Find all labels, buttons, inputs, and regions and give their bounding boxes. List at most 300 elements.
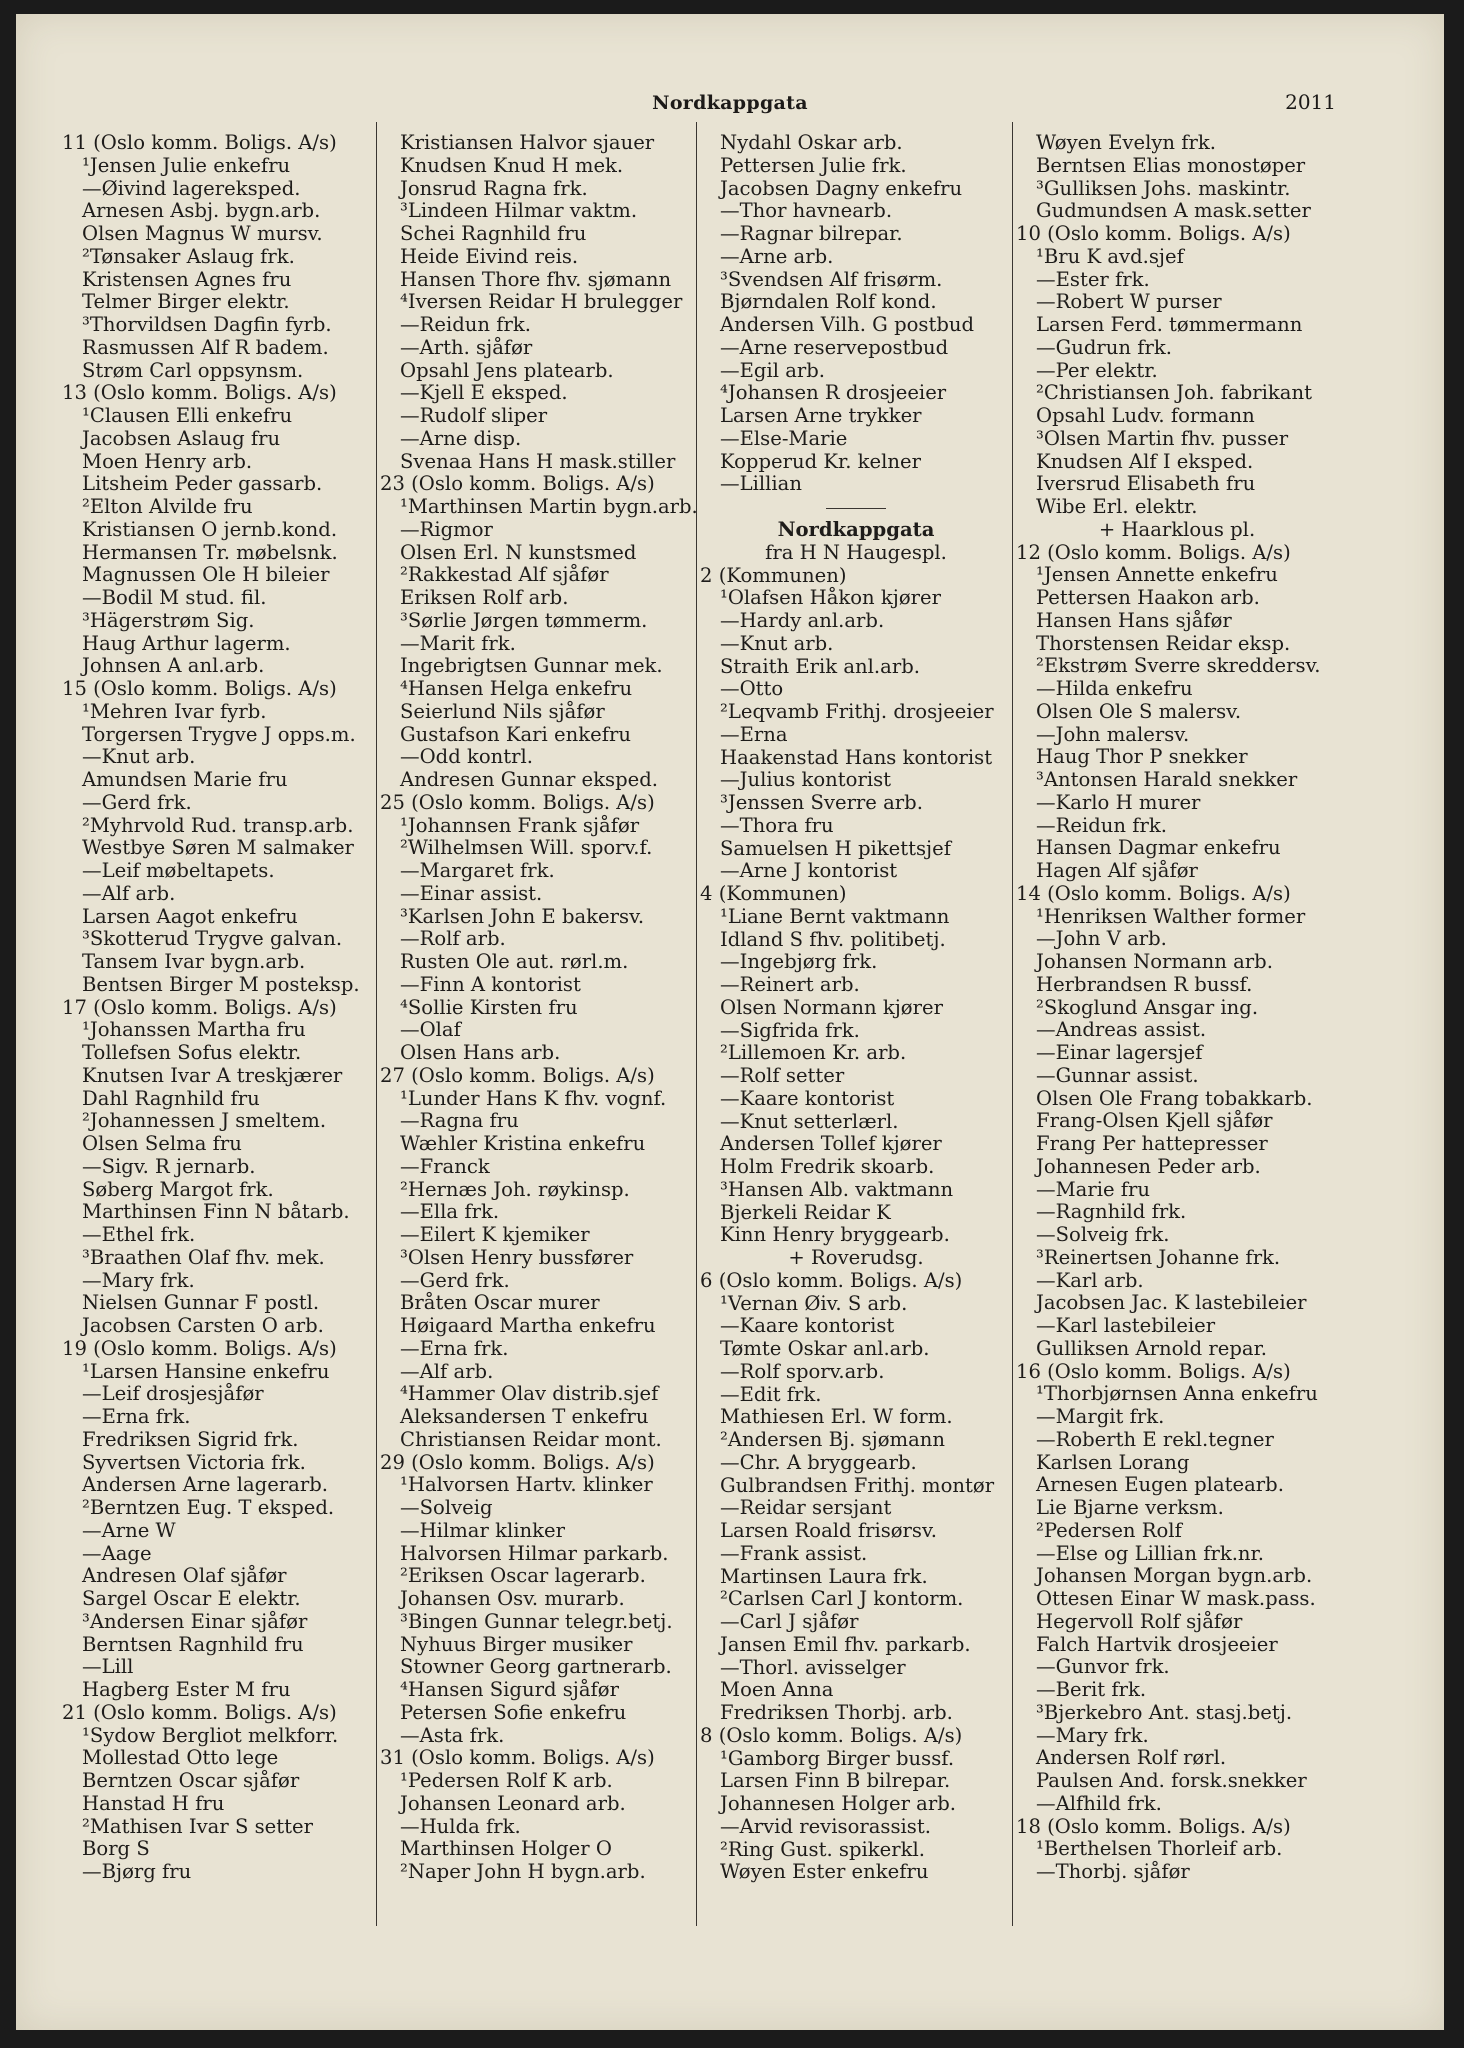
address-heading: 16 (Oslo komm. Boligs. A/s) — [1016, 1359, 1291, 1383]
resident-entry: Dahl Ragnhild fru — [82, 1086, 260, 1110]
resident-entry: Olsen Ole Frang tobakkarb. — [1036, 1086, 1313, 1110]
resident-entry: —Leif drosjesjåfør — [82, 1382, 264, 1406]
resident-entry: Bjerkeli Reidar K — [720, 1200, 891, 1224]
resident-entry: Olsen Erl. N kunstsmed — [400, 540, 637, 564]
resident-entry: Jacobsen Dagny enkefru — [720, 176, 963, 200]
resident-entry: —Ella frk. — [400, 1200, 500, 1224]
resident-entry: Frang-Olsen Kjell sjåfør — [1036, 1109, 1273, 1133]
resident-entry: ¹Lunder Hans K fhv. vognf. — [400, 1086, 667, 1110]
resident-entry: ³Antonsen Harald snekker — [1036, 768, 1298, 791]
resident-entry: Gulliksen Arnold repar. — [1036, 1336, 1268, 1360]
resident-entry: Jonsrud Ragna frk. — [400, 176, 588, 200]
resident-entry: ³Karlsen John E bakersv. — [400, 904, 645, 928]
page-title: Nordkappgata — [652, 92, 808, 114]
resident-entry: Moen Anna — [720, 1678, 834, 1702]
resident-entry: —Reidun frk. — [1036, 813, 1167, 837]
address-heading: 11 (Oslo komm. Boligs. A/s) — [62, 131, 337, 154]
resident-entry: —Aage — [82, 1541, 152, 1565]
resident-entry: ¹Vernan Øiv. S arb. — [720, 1291, 908, 1315]
resident-entry: Bjørndalen Rolf kond. — [720, 290, 937, 314]
resident-entry: Andersen Rolf rørl. — [1036, 1746, 1227, 1770]
resident-entry: Arnesen Asbj. bygn.arb. — [82, 199, 321, 223]
address-heading: 23 (Oslo komm. Boligs. A/s) — [380, 472, 655, 496]
resident-entry: Herbrandsen R bussf. — [1036, 972, 1253, 996]
resident-entry: Marthinsen Holger O — [400, 1837, 612, 1861]
resident-entry: Magnussen Ole H bileier — [82, 563, 330, 587]
resident-entry: Nielsen Gunnar F postl. — [82, 1291, 320, 1315]
resident-entry: Larsen Ferd. tømmermann — [1036, 313, 1303, 336]
address-heading: 6 (Oslo komm. Boligs. A/s) — [700, 1268, 963, 1292]
resident-entry: ²Pedersen Rolf — [1036, 1518, 1182, 1542]
resident-entry: —Edit frk. — [720, 1382, 822, 1406]
resident-entry: —Bjørg fru — [82, 1860, 192, 1883]
resident-entry: —Arvid revisorassist. — [720, 1814, 931, 1838]
resident-entry: Høigaard Martha enkefru — [400, 1314, 656, 1337]
resident-entry: —Knut arb. — [720, 631, 834, 655]
resident-entry: Jacobsen Jac. K lastebileier — [1036, 1291, 1307, 1315]
resident-entry: ¹Johanssen Martha fru — [82, 1018, 306, 1042]
resident-entry: —Karlo H murer — [1036, 790, 1201, 814]
street-heading: fra H N Haugespl. — [765, 540, 947, 564]
resident-entry: ⁴Johansen R drosjeeier — [720, 381, 947, 405]
resident-entry: Andersen Tollef kjører — [720, 1132, 942, 1156]
address-heading: 17 (Oslo komm. Boligs. A/s) — [62, 995, 337, 1019]
resident-entry: Andresen Olaf sjåfør — [82, 1564, 287, 1588]
resident-entry: Johansen Normann arb. — [1036, 950, 1273, 973]
resident-entry: —Frank assist. — [720, 1541, 868, 1565]
resident-entry: Tansem Ivar bygn.arb. — [82, 950, 306, 973]
resident-entry: Paulsen And. forsk.snekker — [1036, 1769, 1307, 1792]
resident-entry: Eriksen Rolf arb. — [400, 586, 569, 609]
resident-entry: Jacobsen Carsten O arb. — [82, 1314, 324, 1337]
resident-entry: —Asta frk. — [400, 1723, 505, 1747]
resident-entry: ²Skoglund Ansgar ing. — [1036, 995, 1259, 1019]
resident-entry: Telmer Birger elektr. — [82, 290, 290, 314]
resident-entry: Johansen Osv. murarb. — [400, 1587, 625, 1610]
resident-entry: ³Braathen Olaf fhv. mek. — [82, 1245, 325, 1269]
resident-entry: Kinn Henry bryggearb. — [720, 1223, 950, 1247]
resident-entry: —Rolf sporv.arb. — [720, 1359, 885, 1383]
resident-entry: ¹Marthinsen Martin bygn.arb. — [400, 495, 698, 518]
resident-entry: Larsen Arne trykker — [720, 404, 922, 427]
resident-entry: —Arth. sjåfør — [400, 335, 533, 359]
resident-entry: Haug Thor P snekker — [1036, 745, 1248, 769]
resident-entry: ¹Jensen Julie enkefru — [82, 153, 291, 177]
resident-entry: Sargel Oscar E elektr. — [82, 1587, 301, 1610]
resident-entry: Iversrud Elisabeth fru — [1036, 472, 1256, 496]
resident-entry: —Hulda frk. — [400, 1814, 521, 1838]
address-heading: 25 (Oslo komm. Boligs. A/s) — [380, 790, 655, 814]
address-heading: 29 (Oslo komm. Boligs. A/s) — [380, 1450, 655, 1474]
street-heading: + Haarklous pl. — [1098, 517, 1256, 541]
resident-entry: ¹Halvorsen Hartv. klinker — [400, 1473, 653, 1497]
resident-entry: Olsen Ole S malersv. — [1036, 699, 1242, 723]
resident-entry: ³Jenssen Sverre arb. — [720, 791, 923, 814]
resident-entry: Idland S fhv. politibetj. — [720, 927, 946, 951]
resident-entry: —Arne arb. — [720, 244, 834, 268]
resident-entry: ³Hägerstrøm Sig. — [82, 608, 255, 632]
resident-entry: Svenaa Hans H mask.stiller — [400, 449, 676, 473]
resident-entry: —Øivind lagereksped. — [82, 176, 301, 200]
resident-entry: Litsheim Peder gassarb. — [82, 472, 323, 496]
resident-entry: Karlsen Lorang — [1036, 1450, 1190, 1474]
resident-entry: —Gunnar assist. — [1036, 1063, 1199, 1087]
resident-entry: Torgersen Trygve J opps.m. — [82, 722, 356, 746]
resident-entry: ¹Henriksen Walther former — [1036, 904, 1306, 928]
resident-entry: Wøyen Evelyn frk. — [1036, 131, 1216, 154]
resident-entry: —Thorl. avisselger — [720, 1655, 906, 1679]
resident-entry: ⁴Hammer Olav distrib.sjef — [400, 1382, 659, 1406]
resident-entry: Ingebrigtsen Gunnar mek. — [400, 654, 663, 678]
resident-entry: —Gunvor frk. — [1036, 1655, 1170, 1679]
resident-entry: —Gerd frk. — [400, 1268, 510, 1292]
resident-entry: Seierlund Nils sjåfør — [400, 699, 605, 723]
resident-entry: Johansen Morgan bygn.arb. — [1036, 1564, 1313, 1588]
resident-entry: —Mary frk. — [1036, 1723, 1149, 1747]
resident-entry: Wibe Erl. elektr. — [1036, 495, 1198, 518]
resident-entry: ²Johannessen J smeltem. — [82, 1109, 327, 1133]
resident-entry: —Ragna fru — [400, 1109, 519, 1133]
resident-entry: ³Andersen Einar sjåfør — [82, 1609, 308, 1633]
resident-entry: Nyhuus Birger musiker — [400, 1632, 633, 1656]
resident-entry: —Reidar sersjant — [720, 1496, 892, 1520]
resident-entry: —Else-Marie — [720, 426, 848, 450]
address-heading: 4 (Kommunen) — [700, 882, 847, 905]
resident-entry: —Solveig — [400, 1496, 493, 1519]
resident-entry: Thorstensen Reidar eksp. — [1036, 631, 1291, 655]
resident-entry: —Thor havnearb. — [720, 199, 893, 223]
resident-entry: —Gerd frk. — [82, 790, 192, 814]
resident-entry: Johannesen Peder arb. — [1036, 1154, 1261, 1178]
resident-entry: —Kaare kontorist — [720, 1314, 895, 1338]
resident-entry: —Einar lagersjef — [1036, 1041, 1203, 1064]
resident-entry: —Andreas assist. — [1036, 1018, 1207, 1042]
resident-entry: ¹Thorbjørnsen Anna enkefru — [1036, 1382, 1318, 1406]
resident-entry: Strøm Carl oppsynsm. — [82, 358, 304, 382]
resident-entry: —Egil arb. — [720, 358, 826, 382]
resident-entry: Westbye Søren M salmaker — [82, 836, 354, 860]
address-heading: 18 (Oslo komm. Boligs. A/s) — [1016, 1814, 1291, 1838]
resident-entry: Rusten Ole aut. rørl.m. — [400, 950, 629, 973]
resident-entry: Lie Bjarne verksm. — [1036, 1496, 1224, 1519]
resident-entry: ²Elton Alvilde fru — [82, 495, 253, 518]
resident-entry: Frang Per hattepresser — [1036, 1132, 1268, 1155]
resident-entry: Larsen Roald frisørsv. — [720, 1519, 937, 1542]
resident-entry: Opsahl Jens platearb. — [400, 358, 614, 382]
resident-entry: Wæhler Kristina enkefru — [400, 1132, 646, 1155]
resident-entry: ³Olsen Henry bussfører — [400, 1245, 634, 1269]
resident-entry: —Carl J sjåfør — [720, 1610, 859, 1633]
address-heading: 2 (Kommunen) — [700, 563, 847, 587]
column-4 — [1016, 132, 1338, 1884]
resident-entry: —John malersv. — [1036, 722, 1190, 746]
resident-entry: Arnesen Eugen platearb. — [1036, 1473, 1284, 1497]
resident-entry: ¹Mehren Ivar fyrb. — [82, 699, 267, 723]
street-heading: Nordkappgata — [777, 518, 935, 541]
resident-entry: Samuelsen H pikettsjef — [720, 836, 951, 860]
column-2 — [380, 131, 698, 1884]
resident-entry: Opsahl Ludv. formann — [1036, 404, 1255, 427]
resident-entry: ²Hernæs Joh. røykinsp. — [400, 1177, 630, 1201]
resident-entry: ²Ekstrøm Sverre skreddersv. — [1036, 654, 1321, 678]
resident-entry: ¹Larsen Hansine enkefru — [82, 1359, 330, 1383]
resident-entry: —Berit frk. — [1036, 1678, 1147, 1701]
resident-entry: Aleksandersen T enkefru — [400, 1405, 649, 1428]
resident-entry: Haakenstad Hans kontorist — [720, 745, 993, 769]
resident-entry: Tømte Oskar anl.arb. — [720, 1337, 930, 1360]
resident-entry: ²Rakkestad Alf sjåfør — [400, 563, 609, 587]
resident-entry: —Finn A kontorist — [400, 972, 581, 996]
resident-entry: Andersen Vilh. G postbud — [720, 313, 975, 336]
resident-entry: ¹Berthelsen Thorleif arb. — [1036, 1837, 1283, 1861]
resident-entry: Martinsen Laura frk. — [720, 1564, 928, 1588]
resident-entry: —Margit frk. — [1036, 1405, 1165, 1428]
resident-entry: Kristensen Agnes fru — [82, 267, 292, 291]
resident-entry: Schei Ragnhild fru — [400, 222, 587, 245]
resident-entry: —Leif møbeltapets. — [82, 859, 275, 882]
resident-entry: Jansen Emil fhv. parkarb. — [720, 1632, 971, 1656]
resident-entry: Petersen Sofie enkefru — [400, 1700, 627, 1724]
resident-entry: —Else og Lillian frk.nr. — [1036, 1541, 1264, 1565]
resident-entry: Falch Hartvik drosjeeier — [1036, 1632, 1278, 1656]
resident-entry: —Margaret frk. — [400, 859, 555, 882]
resident-entry: Johansen Leonard arb. — [400, 1791, 626, 1815]
resident-entry: —Franck — [400, 1154, 490, 1178]
resident-entry: Johnsen A anl.arb. — [82, 654, 265, 678]
resident-entry: ¹Olafsen Håkon kjører — [720, 586, 941, 610]
page-number: 2011 — [1285, 90, 1336, 114]
resident-entry: Jacobsen Aslaug fru — [82, 426, 281, 450]
resident-entry: Stowner Georg gartnerarb. — [400, 1655, 672, 1679]
page-header — [16, 78, 1444, 118]
resident-entry: Christiansen Reidar mont. — [400, 1427, 662, 1451]
address-heading: 8 (Oslo komm. Boligs. A/s) — [700, 1723, 963, 1747]
address-heading: 19 (Oslo komm. Boligs. A/s) — [62, 1336, 337, 1360]
resident-entry: Berntsen Elias monostøper — [1036, 153, 1306, 177]
resident-entry: —Ester frk. — [1036, 267, 1150, 291]
resident-entry: Ottesen Einar W mask.pass. — [1036, 1587, 1316, 1610]
resident-entry: —Solveig frk. — [1036, 1223, 1170, 1246]
resident-entry: Fredriksen Thorbj. arb. — [720, 1701, 953, 1724]
resident-entry: —Thorbj. sjåfør — [1036, 1860, 1190, 1883]
address-heading: 10 (Oslo komm. Boligs. A/s) — [1016, 222, 1291, 245]
resident-entry: —Bodil M stud. fil. — [82, 586, 267, 609]
resident-entry: Olsen Magnus W mursv. — [82, 222, 323, 245]
resident-entry: ³Reinertsen Johanne frk. — [1036, 1245, 1281, 1269]
resident-entry: —Robert W purser — [1036, 290, 1222, 314]
street-heading: + Roverudsg. — [788, 1246, 924, 1269]
resident-entry: Andersen Arne lagerarb. — [82, 1473, 329, 1497]
address-heading: 21 (Oslo komm. Boligs. A/s) — [62, 1700, 337, 1724]
resident-entry: Andresen Gunnar eksped. — [400, 768, 658, 791]
resident-entry: ²Ring Gust. spikerkl. — [720, 1837, 925, 1861]
column-1 — [62, 132, 374, 1884]
resident-entry: —Erna frk. — [400, 1336, 509, 1360]
resident-entry: Borg S — [82, 1837, 150, 1861]
resident-entry: Hansen Thore fhv. sjømann — [400, 267, 672, 291]
resident-entry: Amundsen Marie fru — [82, 768, 288, 791]
resident-entry: ³Thorvildsen Dagfin fyrb. — [82, 313, 332, 336]
column-divider — [696, 122, 697, 1926]
directory-page — [16, 14, 1444, 2030]
resident-entry: Olsen Hans arb. — [400, 1041, 561, 1064]
resident-entry: —Ragnar bilrepar. — [720, 222, 903, 245]
resident-entry: —Alf arb. — [82, 881, 176, 905]
resident-entry: Heide Eivind reis. — [400, 244, 579, 268]
resident-entry: Kristiansen Halvor sjauer — [400, 131, 655, 154]
resident-entry: Knudsen Knud H mek. — [400, 153, 624, 177]
resident-entry: —Kaare kontorist — [720, 1086, 895, 1110]
resident-entry: —Thora fru — [720, 813, 834, 837]
resident-entry: ²Carlsen Carl J kontorm. — [720, 1587, 964, 1611]
resident-entry: Kopperud Kr. kelner — [720, 449, 921, 473]
resident-entry: ³Bjerkebro Ant. stasj.betj. — [1036, 1700, 1293, 1724]
resident-entry: ³Skotterud Trygve galvan. — [82, 927, 343, 951]
resident-entry: —Hilda enkefru — [1036, 677, 1193, 700]
resident-entry: —Eilert K kjemiker — [400, 1223, 590, 1246]
resident-entry: ⁴Hansen Sigurd sjåfør — [400, 1678, 619, 1701]
resident-entry: —Arne reservepostbud — [720, 335, 949, 359]
resident-entry: ²Leqvamb Frithj. drosjeeier — [720, 700, 994, 723]
resident-entry: ¹Pedersen Rolf K arb. — [400, 1769, 613, 1792]
resident-entry: —Lill — [82, 1655, 134, 1679]
resident-entry: —Sigv. R jernarb. — [82, 1154, 256, 1178]
resident-entry: Tollefsen Sofus elektr. — [82, 1041, 302, 1064]
resident-entry: Knutsen Ivar A treskjærer — [82, 1063, 343, 1087]
resident-entry: —Reinert arb. — [720, 973, 860, 996]
resident-entry: Kristiansen O jernb.kond. — [82, 517, 338, 541]
resident-entry: Larsen Aagot enkefru — [82, 904, 298, 928]
resident-entry: ²Andersen Bj. sjømann — [720, 1428, 945, 1451]
resident-entry: —Julius kontorist — [720, 768, 892, 792]
resident-entry: —Mary frk. — [82, 1268, 195, 1292]
resident-entry: Hagberg Ester M fru — [82, 1678, 291, 1701]
resident-entry: —Ragnhild frk. — [1036, 1200, 1187, 1224]
resident-entry: ³Gulliksen Johs. maskintr. — [1036, 176, 1291, 200]
resident-entry: ²Mathisen Ivar S setter — [82, 1814, 313, 1838]
column-divider — [376, 122, 377, 1926]
resident-entry: Olsen Selma fru — [82, 1132, 242, 1155]
resident-entry: —Roberth E rekl.tegner — [1036, 1427, 1274, 1451]
resident-entry: ²Naper John H bygn.arb. — [400, 1860, 646, 1883]
address-heading: 13 (Oslo komm. Boligs. A/s) — [62, 381, 337, 405]
address-heading: 31 (Oslo komm. Boligs. A/s) — [380, 1746, 655, 1770]
resident-entry: Pettersen Julie frk. — [720, 153, 907, 177]
resident-entry: —Gudrun frk. — [1036, 335, 1172, 359]
resident-entry: ²Myhrvold Rud. transp.arb. — [82, 813, 354, 837]
resident-entry: Haug Arthur lagerm. — [82, 631, 291, 655]
resident-entry: ²Berntzen Eug. T eksped. — [82, 1496, 335, 1519]
resident-entry: —Rudolf sliper — [400, 404, 548, 427]
resident-entry: —Reidun frk. — [400, 313, 531, 336]
resident-entry: —Kjell E eksped. — [400, 381, 568, 405]
resident-entry: ⁴Sollie Kirsten fru — [400, 995, 578, 1019]
resident-entry: Hanstad H fru — [82, 1791, 225, 1815]
resident-entry: Hermansen Tr. møbelsnk. — [82, 540, 338, 564]
resident-entry: —Alfhild frk. — [1036, 1791, 1162, 1815]
resident-entry: Holm Fredrik skoarb. — [720, 1155, 935, 1178]
resident-entry: Hansen Hans sjåfør — [1036, 608, 1232, 632]
column-divider — [1012, 122, 1013, 1926]
section-divider — [826, 508, 886, 509]
resident-entry: ²Wilhelmsen Will. sporv.f. — [400, 836, 653, 860]
resident-entry: ³Svendsen Alf frisørm. — [720, 267, 943, 291]
resident-entry: Wøyen Ester enkefru — [720, 1860, 929, 1884]
resident-entry: Hegervoll Rolf sjåfør — [1036, 1609, 1243, 1633]
address-heading: 27 (Oslo komm. Boligs. A/s) — [380, 1063, 655, 1087]
resident-entry: Bråten Oscar murer — [400, 1291, 600, 1315]
resident-entry: Mollestad Otto lege — [82, 1746, 279, 1770]
resident-entry: ³Olsen Martin fhv. pusser — [1036, 426, 1289, 450]
resident-entry: ¹Johannsen Frank sjåfør — [400, 813, 640, 837]
resident-entry: —Otto — [720, 677, 784, 701]
resident-entry: Rasmussen Alf R badem. — [82, 335, 329, 359]
resident-entry: —Arne W — [82, 1518, 176, 1542]
resident-entry: Marthinsen Finn N båtarb. — [82, 1200, 350, 1224]
resident-entry: —Olaf — [400, 1018, 461, 1042]
resident-entry: ¹Sydow Bergliot melkforr. — [82, 1723, 339, 1747]
resident-entry: ³Sørlie Jørgen tømmerm. — [400, 608, 648, 632]
resident-entry: —Knut setterlærl. — [720, 1109, 899, 1133]
resident-entry: ⁴Iversen Reidar H brulegger — [400, 290, 683, 314]
resident-entry: ⁴Hansen Helga enkefru — [400, 677, 633, 700]
resident-entry: Fredriksen Sigrid frk. — [82, 1427, 299, 1451]
resident-entry: —Lillian — [720, 472, 802, 496]
column-3 — [700, 132, 1012, 1884]
resident-entry: Mathiesen Erl. W form. — [720, 1405, 953, 1429]
resident-entry: —John V arb. — [1036, 927, 1167, 951]
address-heading: 12 (Oslo komm. Boligs. A/s) — [1016, 540, 1291, 564]
resident-entry: ¹Liane Bernt vaktmann — [720, 904, 950, 928]
resident-entry: Johannesen Holger arb. — [720, 1792, 956, 1815]
resident-entry: ²Tønsaker Aslaug frk. — [82, 244, 295, 268]
resident-entry: —Hilmar klinker — [400, 1518, 565, 1542]
address-heading: 14 (Oslo komm. Boligs. A/s) — [1016, 881, 1291, 905]
resident-entry: Nydahl Oskar arb. — [720, 131, 903, 154]
resident-entry: Halvorsen Hilmar parkarb. — [400, 1541, 669, 1565]
resident-entry: Knudsen Alf I eksped. — [1036, 449, 1254, 473]
resident-entry: —Hardy anl.arb. — [720, 609, 885, 632]
resident-entry: Hagen Alf sjåfør — [1036, 859, 1198, 882]
resident-entry: —Rigmor — [400, 517, 493, 541]
resident-entry: —Rolf setter — [720, 1064, 845, 1087]
resident-entry: Gustafson Kari enkefru — [400, 722, 631, 746]
resident-entry: —Erna — [720, 722, 788, 746]
resident-entry: —Erna frk. — [82, 1405, 191, 1428]
resident-entry: —Chr. A bryggearb. — [720, 1450, 917, 1474]
resident-entry: —Odd kontrl. — [400, 745, 533, 769]
resident-entry: —Einar assist. — [400, 881, 543, 905]
resident-entry: Berntsen Ragnhild fru — [82, 1632, 304, 1656]
resident-entry: ¹Gamborg Birger bussf. — [720, 1746, 955, 1770]
resident-entry: —Alf arb. — [400, 1359, 494, 1383]
resident-entry: ²Eriksen Oscar lagerarb. — [400, 1564, 646, 1588]
resident-entry: Syvertsen Victoria frk. — [82, 1450, 306, 1474]
resident-entry: Hansen Dagmar enkefru — [1036, 836, 1281, 860]
resident-entry: Gulbrandsen Frithj. montør — [720, 1473, 995, 1497]
resident-entry: —Karl lastebileier — [1036, 1314, 1216, 1337]
resident-entry: Straith Erik anl.arb. — [720, 654, 920, 678]
resident-entry: ²Lillemoen Kr. arb. — [720, 1041, 907, 1065]
resident-entry: —Rolf arb. — [400, 927, 506, 951]
resident-entry: Pettersen Haakon arb. — [1036, 586, 1260, 609]
resident-entry: —Knut arb. — [82, 745, 196, 769]
resident-entry: ³Bingen Gunnar telegr.betj. — [400, 1609, 673, 1633]
resident-entry: —Arne disp. — [400, 426, 522, 450]
resident-entry: —Ingebjørg frk. — [720, 950, 878, 974]
resident-entry: Bentsen Birger M posteksp. — [82, 972, 360, 996]
resident-entry: —Marie fru — [1036, 1177, 1151, 1201]
